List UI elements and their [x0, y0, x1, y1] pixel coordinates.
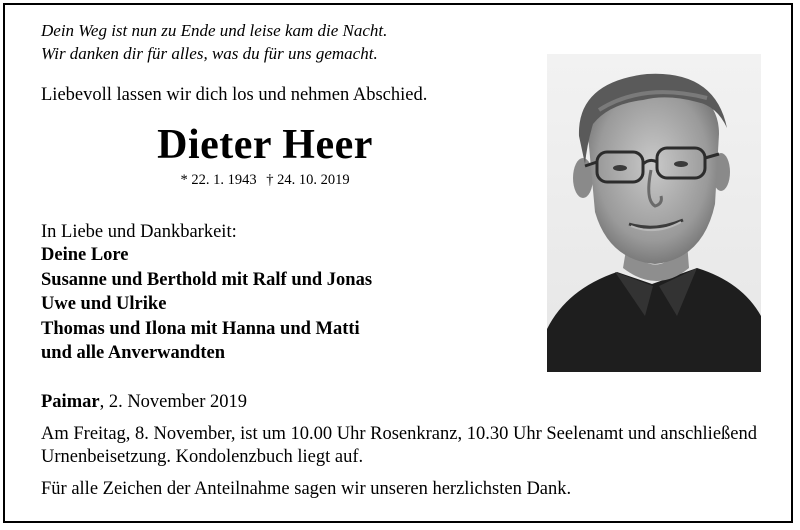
mourners-label: In Liebe und Dankbarkeit: [41, 222, 237, 242]
portrait-photo [547, 54, 761, 372]
place-city: Paimar [41, 392, 100, 412]
mourner-line: Deine Lore [41, 245, 129, 265]
service-text: Am Freitag, 8. November, ist um 10.00 Uhr Rosenkranz, 10.30 Uhr Seelenamt und anschließend Urnenbeisetzung. Kondolenzbuch liegt auf. [41, 424, 757, 467]
thanks-text: Für alle Zeichen der Anteilnahme sagen wir unseren herzlichsten Dank. [41, 479, 572, 499]
mourner-line: Thomas und Ilona mit Hanna und Matti [41, 318, 360, 339]
mourner-line: Susanne und Berthold mit Ralf und Jonas [41, 269, 373, 290]
mourner-line: Uwe und Ulrike [41, 294, 167, 314]
poem [41, 19, 387, 65]
place-date-text: , 2. November 2019 [99, 392, 248, 412]
deceased-name: Dieter Heer [157, 122, 373, 168]
mourners-list [41, 243, 372, 366]
mourner-line: und alle Anverwandten [41, 343, 226, 363]
poem-line: Wir danken dir für alles, was du für uns gemacht. [41, 44, 378, 63]
poem-line: Dein Weg ist nun zu Ende und leise kam die Nacht. [41, 21, 388, 40]
place-date [41, 392, 247, 413]
birth-date: * 22. 1. 1943 [180, 172, 257, 188]
intro-text: Liebevoll lassen wir dich los und nehmen Abschied. [41, 85, 428, 105]
death-date: † 24. 10. 2019 [266, 172, 350, 188]
life-dates [40, 172, 490, 189]
